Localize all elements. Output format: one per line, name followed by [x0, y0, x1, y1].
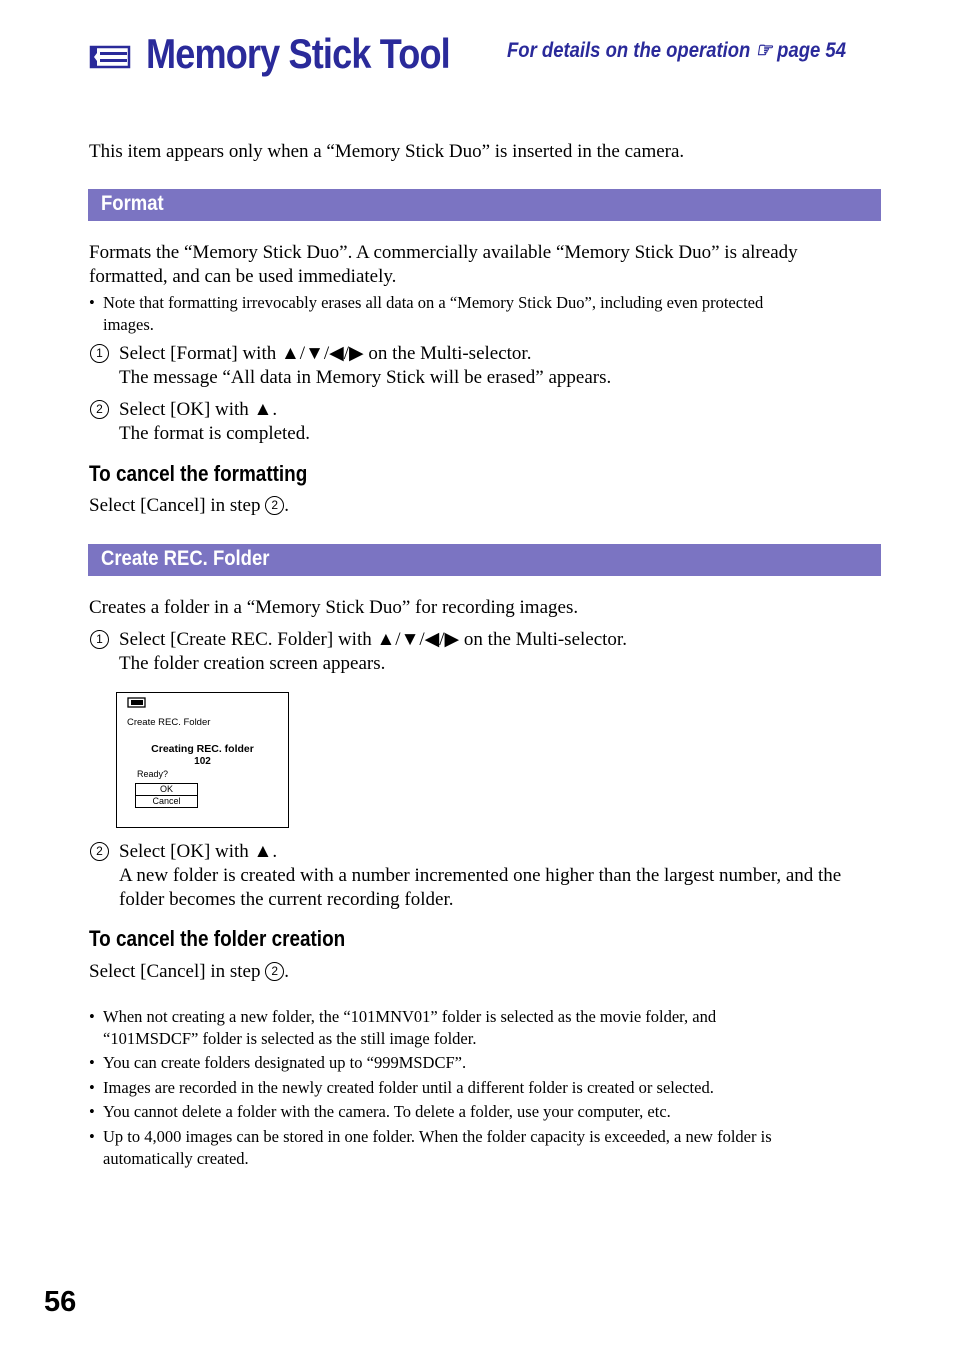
- step-number: 2: [90, 400, 109, 419]
- note-line: images.: [103, 315, 154, 334]
- memory-stick-icon: [127, 697, 146, 708]
- format-description-line2: formatted, and can be used immediately.: [89, 266, 397, 287]
- note-item: [89, 1052, 772, 1074]
- notes-list: [89, 1006, 772, 1170]
- period: .: [284, 495, 289, 516]
- note-line: • Note that formatting irrevocably erases all data on a “Memory Stick Duo”, including even protected: [103, 293, 764, 312]
- note-item: [89, 1126, 772, 1170]
- step-number: 2: [265, 496, 284, 515]
- page-reference: For details on the operation ☞ page 54: [507, 39, 846, 62]
- note-item: [89, 1077, 772, 1099]
- step-instruction: Select [OK] with ▲.: [119, 841, 278, 862]
- step-result: folder becomes the current recording folder.: [119, 889, 454, 910]
- note-line: • Up to 4,000 images can be stored in one folder. When the folder capacity is exceeded, a new folder is: [103, 1127, 772, 1146]
- step-instruction: Select [OK] with ▲.: [119, 399, 278, 420]
- section-heading-format: [88, 189, 881, 221]
- note-line: • Images are recorded in the newly created folder until a different folder is created or selected.: [103, 1078, 714, 1097]
- note-line: • When not creating a new folder, the “101MNV01” folder is selected as the movie folder, and: [103, 1007, 717, 1026]
- step-instruction: Select [Format] with ▲/▼/◀/▶ on the Multi-selector.: [119, 343, 532, 364]
- step-number: 2: [90, 842, 109, 861]
- screen-message: Creating REC. folder: [151, 743, 254, 755]
- format-step2: [119, 398, 310, 446]
- format-description-line1: Formats the “Memory Stick Duo”. A commercially available “Memory Stick Duo” is already: [89, 242, 798, 263]
- note-line: • You cannot delete a folder with the camera. To delete a folder, use your computer, etc.: [103, 1102, 671, 1121]
- step-number: 1: [90, 630, 109, 649]
- note-line: “101MSDCF” folder is selected as the still image folder.: [103, 1029, 477, 1048]
- step-number: 1: [90, 344, 109, 363]
- screen-ok-button: OK: [135, 783, 198, 796]
- step-result: A new folder is created with a number incremented one higher than the largest number, and the: [119, 865, 842, 886]
- format-warning-note: [89, 292, 954, 336]
- section-heading-label: Format: [101, 192, 164, 215]
- section-heading-create-rec-folder: [88, 544, 881, 576]
- step-number: 2: [265, 962, 284, 981]
- folder-step2: [119, 840, 841, 912]
- note-line: • You can create folders designated up to “999MSDCF”.: [103, 1053, 467, 1072]
- camera-screen-illustration: [116, 692, 289, 828]
- page-number: 56: [44, 1286, 77, 1318]
- cancel-formatting-text: [89, 494, 289, 518]
- step-result: The message “All data in Memory Stick will be erased” appears.: [119, 367, 612, 388]
- cancel-formatting-heading: To cancel the formatting: [89, 461, 308, 486]
- note-line: automatically created.: [103, 1149, 249, 1168]
- format-step1: [119, 342, 611, 390]
- screen-cancel-button: Cancel: [135, 795, 198, 808]
- cancel-instruction: Select [Cancel] in step: [89, 961, 261, 982]
- cancel-instruction: Select [Cancel] in step: [89, 495, 261, 516]
- note-item: [89, 1006, 772, 1050]
- step-result: The folder creation screen appears.: [119, 653, 386, 674]
- section-heading-label: Create REC. Folder: [101, 547, 270, 570]
- screen-prompt: Ready?: [137, 769, 169, 779]
- folder-description: Creates a folder in a “Memory Stick Duo” for recording images.: [89, 597, 579, 618]
- page-title: Memory Stick Tool: [146, 30, 450, 77]
- intro-text: This item appears only when a “Memory Stick Duo” is inserted in the camera.: [89, 141, 685, 162]
- step-instruction: Select [Create REC. Folder] with ▲/▼/◀/▶ on the Multi-selector.: [119, 629, 627, 650]
- cancel-folder-text: [89, 960, 289, 984]
- period: .: [284, 961, 289, 982]
- cancel-folder-heading: To cancel the folder creation: [89, 926, 346, 951]
- screen-folder-number: 102: [194, 756, 211, 767]
- folder-step1: [119, 628, 627, 676]
- memory-stick-icon: [88, 44, 132, 70]
- screen-menu-label: Create REC. Folder: [127, 717, 211, 728]
- note-item: [89, 1101, 772, 1123]
- step-result: The format is completed.: [119, 423, 310, 444]
